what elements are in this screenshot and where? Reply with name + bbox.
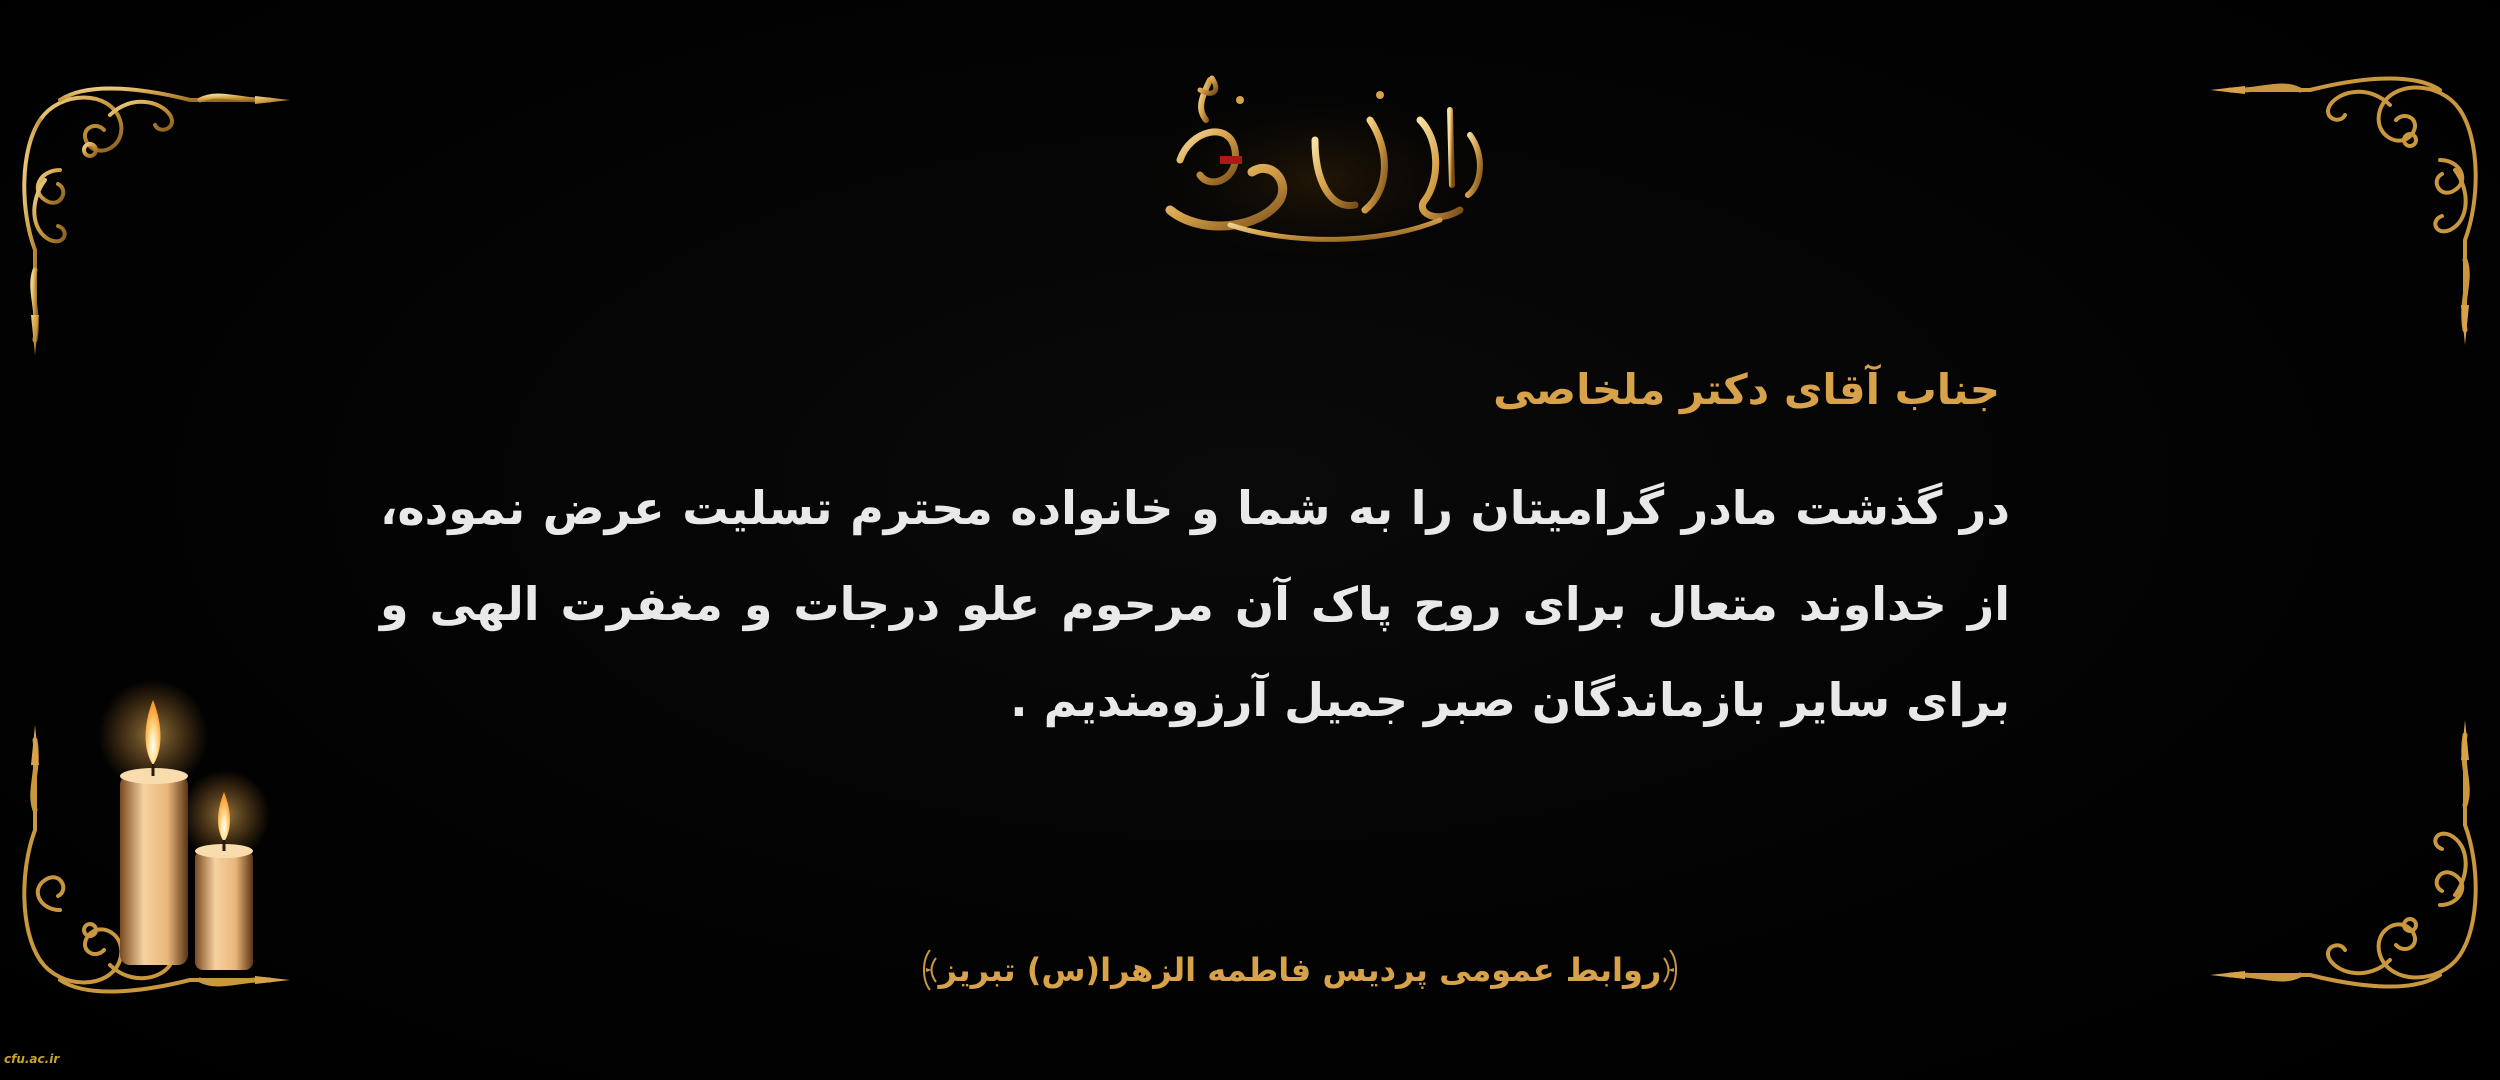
calligraphy-logo [1140,60,1500,260]
footer-signature-frame [920,940,1680,1000]
footer-signature: روابط عمومی پردیس فاطمه الزهرا(س) تبریز [938,951,1662,989]
corner-ornament-top-left-icon [0,60,300,360]
candles-icon [95,680,285,980]
condolence-message: در گذشت مادر گرامیتان را به شما و خانواده محترم تسلیت عرض نموده، از خداوند متعال برای روح پاک آن مرحوم علو درجات و مغفرت الهی و برای سایر بازماندگان صبر جمیل آرزومندیم . [380,481,2010,727]
corner-ornament-bottom-right-icon [2200,715,2500,1015]
watermark: cfu.ac.ir [4,1052,60,1066]
corner-ornament-top-right-icon [2200,50,2500,350]
addressee-title: جناب آقای دکتر ملخاصی [1493,365,2000,414]
